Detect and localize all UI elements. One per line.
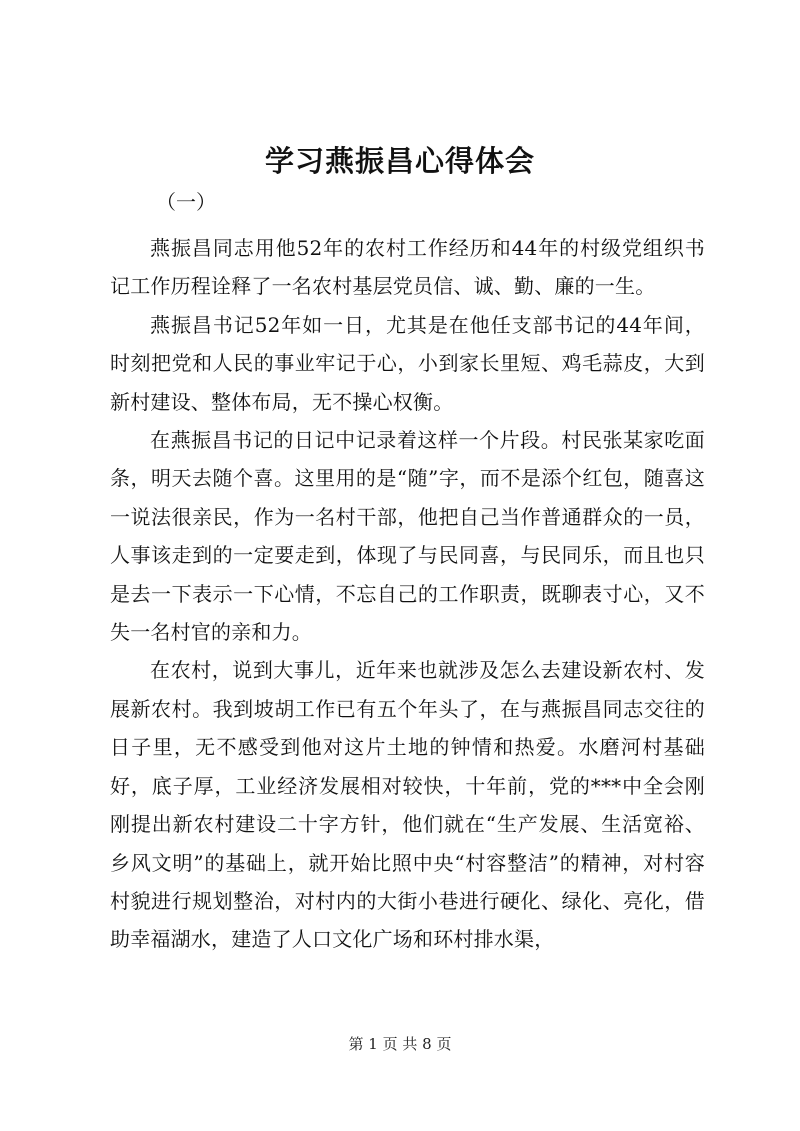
section-label: （一） [156,190,216,214]
paragraph-2: 燕振昌书记52年如一日，尤其是在他任支部书记的44年间，时刻把党和人民的事业牢记于心，小到家长里短、鸡毛蒜皮，大到新村建设、整体布局，无不操心权衡。 [110,312,705,414]
paragraph-4: 在农村，说到大事儿，近年来也就涉及怎么去建设新农村、发展新农村。我到坡胡工作已有五个年头了，在与燕振昌同志交往的日子里，无不感受到他对这片土地的钟情和热爱。水磨河村基础好，底子厚，工业经济发展相对较快，十年前，党的***中全会刚刚提出新农村建设二十字方针，他们就在“生产发展、生活宽裕、乡风文明”的基础上，就开始比照中央“村容整洁”的精神，对村容村貌进行规划整治，对村内的大街小巷进行硬化、绿化、亮化，借助幸福湖水，建造了人口文化广场和环村排水渠， [110,658,705,952]
document-body [110,229,705,959]
paragraph-1: 燕振昌同志用他52年的农村工作经历和44年的村级党组织书记工作历程诠释了一名农村基层党员信、诚、勤、廉的一生。 [110,236,705,299]
document-title: 学习燕振昌心得体会 [264,144,535,178]
page-footer: 第 1 页 共 8 页 [348,1035,452,1053]
paragraph-3: 在燕振昌书记的日记中记录着这样一个片段。村民张某家吃面条，明天去随个喜。这里用的是“随”字，而不是添个红包，随喜这一说法很亲民，作为一名村干部，他把自己当作普通群众的一员，人事该走到的一定要走到，体现了与民同喜，与民同乐，而且也只是去一下表示一下心情，不忘自己的工作职责，既聊表寸心，又不失一名村官的亲和力。 [110,428,705,645]
